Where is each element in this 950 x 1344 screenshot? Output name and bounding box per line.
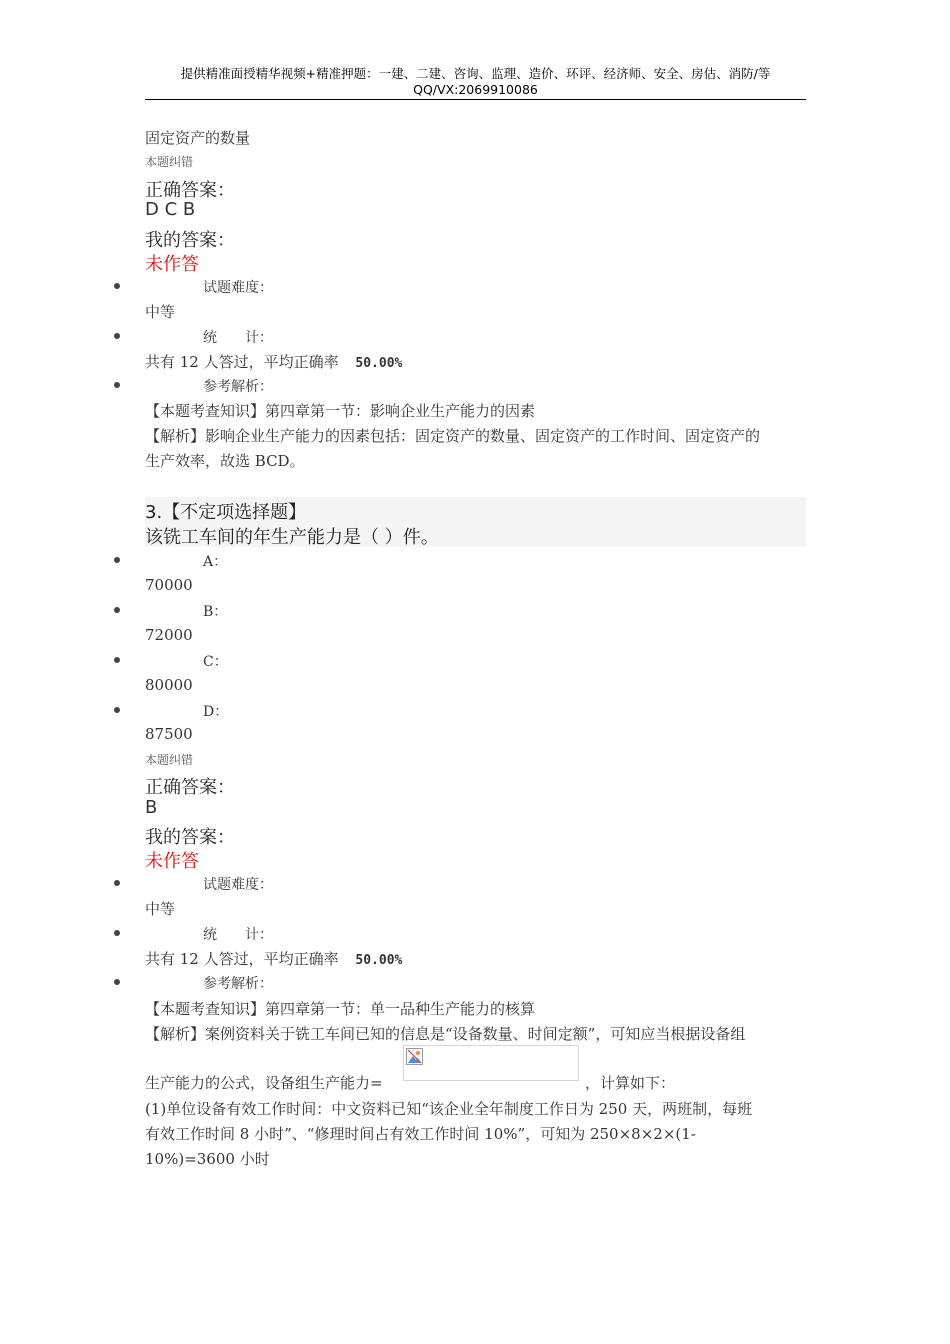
stats-description: 共有 12 人答过，平均正确率 [145, 950, 339, 968]
difficulty-value: 中等 [145, 900, 176, 918]
list-bullet [114, 283, 120, 289]
page-header [145, 66, 806, 98]
question-title: 3.【不定项选择题】 [145, 502, 307, 523]
difficulty-value: 中等 [145, 303, 176, 321]
stats-label: 统 计： [203, 330, 273, 346]
correct-answer-value: D C B [145, 199, 196, 220]
stats-description: 共有 12 人答过，平均正确率 [145, 353, 339, 371]
analysis-line: 生产效率，故选 BCD。 [145, 452, 305, 470]
list-bullet [114, 657, 120, 663]
analysis-line: 生产能力的公式，设备组生产能力= [145, 1074, 383, 1092]
option-b-value[interactable]: 72000 [145, 626, 193, 644]
list-bullet [114, 333, 120, 339]
analysis-line: 【解析】影响企业生产能力的因素包括：固定资产的数量、固定资产的工作时间、固定资产的 [145, 427, 761, 445]
my-answer-value: 未作答 [145, 851, 199, 872]
option-c-value[interactable]: 80000 [145, 676, 193, 694]
header-contact-line: QQ/VX:2069910086 [413, 82, 538, 97]
stats-rate: 50.00% [355, 356, 403, 371]
correct-answer-label: 正确答案： [145, 777, 235, 798]
stats-rate: 50.00% [355, 953, 403, 968]
report-error-link[interactable]: 本题纠错 [145, 155, 194, 169]
my-answer-value: 未作答 [145, 254, 199, 275]
correct-answer-value: B [145, 797, 158, 818]
option-c-label[interactable]: C： [203, 654, 228, 670]
analysis-line: 【解析】案例资料关于铣工车间已知的信息是“设备数量、时间定额”，可知应当根据设备组 [145, 1025, 746, 1043]
option-b-label[interactable]: B： [203, 604, 228, 620]
knowledge-point: 【本题考查知识】第四章第一节：影响企业生产能力的因素 [145, 402, 536, 420]
broken-image-icon [406, 1048, 423, 1065]
header-divider [145, 99, 806, 100]
stats-text [145, 351, 402, 372]
analysis-line: (1)单位设备有效工作时间：中文资料已知“该企业全年制度工作日为 250 天，两班制，每班 [145, 1100, 753, 1118]
difficulty-label: 试题难度： [203, 280, 273, 296]
header-promo-line: 提供精准面授精华视频+精准押题：一建、二建、咨询、监理、造价、环评、经济师、安全、房估、消防/等 [180, 66, 771, 81]
list-bullet [114, 607, 120, 613]
option-a-label[interactable]: A： [203, 554, 228, 570]
list-bullet [114, 557, 120, 563]
option-d-value[interactable]: 87500 [145, 725, 193, 743]
option-a-value[interactable]: 70000 [145, 576, 193, 594]
option-d-label[interactable]: D： [203, 704, 229, 720]
list-bullet [114, 707, 120, 713]
stats-text [145, 948, 402, 969]
correct-answer-label: 正确答案： [145, 180, 235, 201]
formula-image-placeholder [403, 1045, 579, 1081]
list-bullet [114, 979, 120, 985]
list-bullet [114, 930, 120, 936]
analysis-label: 参考解析： [203, 379, 273, 395]
knowledge-point: 【本题考查知识】第四章第一节：单一品种生产能力的核算 [145, 1000, 536, 1018]
list-bullet [114, 382, 120, 388]
analysis-line: 10%)=3600 小时 [145, 1150, 270, 1168]
difficulty-label: 试题难度： [203, 877, 273, 893]
list-bullet [114, 880, 120, 886]
my-answer-label: 我的答案： [145, 827, 235, 848]
option-text: 固定资产的数量 [145, 129, 251, 147]
analysis-label: 参考解析： [203, 976, 273, 992]
analysis-line: 有效工作时间 8 小时”、“修理时间占有效工作时间 10%”，可知为 250×8×2×(1- [145, 1125, 696, 1143]
report-error-link[interactable]: 本题纠错 [145, 753, 194, 767]
my-answer-label: 我的答案： [145, 230, 235, 251]
question-stem: 该铣工车间的年生产能力是（ ）件。 [145, 527, 439, 548]
stats-label: 统 计： [203, 927, 273, 943]
analysis-line: ，计算如下： [585, 1074, 676, 1092]
